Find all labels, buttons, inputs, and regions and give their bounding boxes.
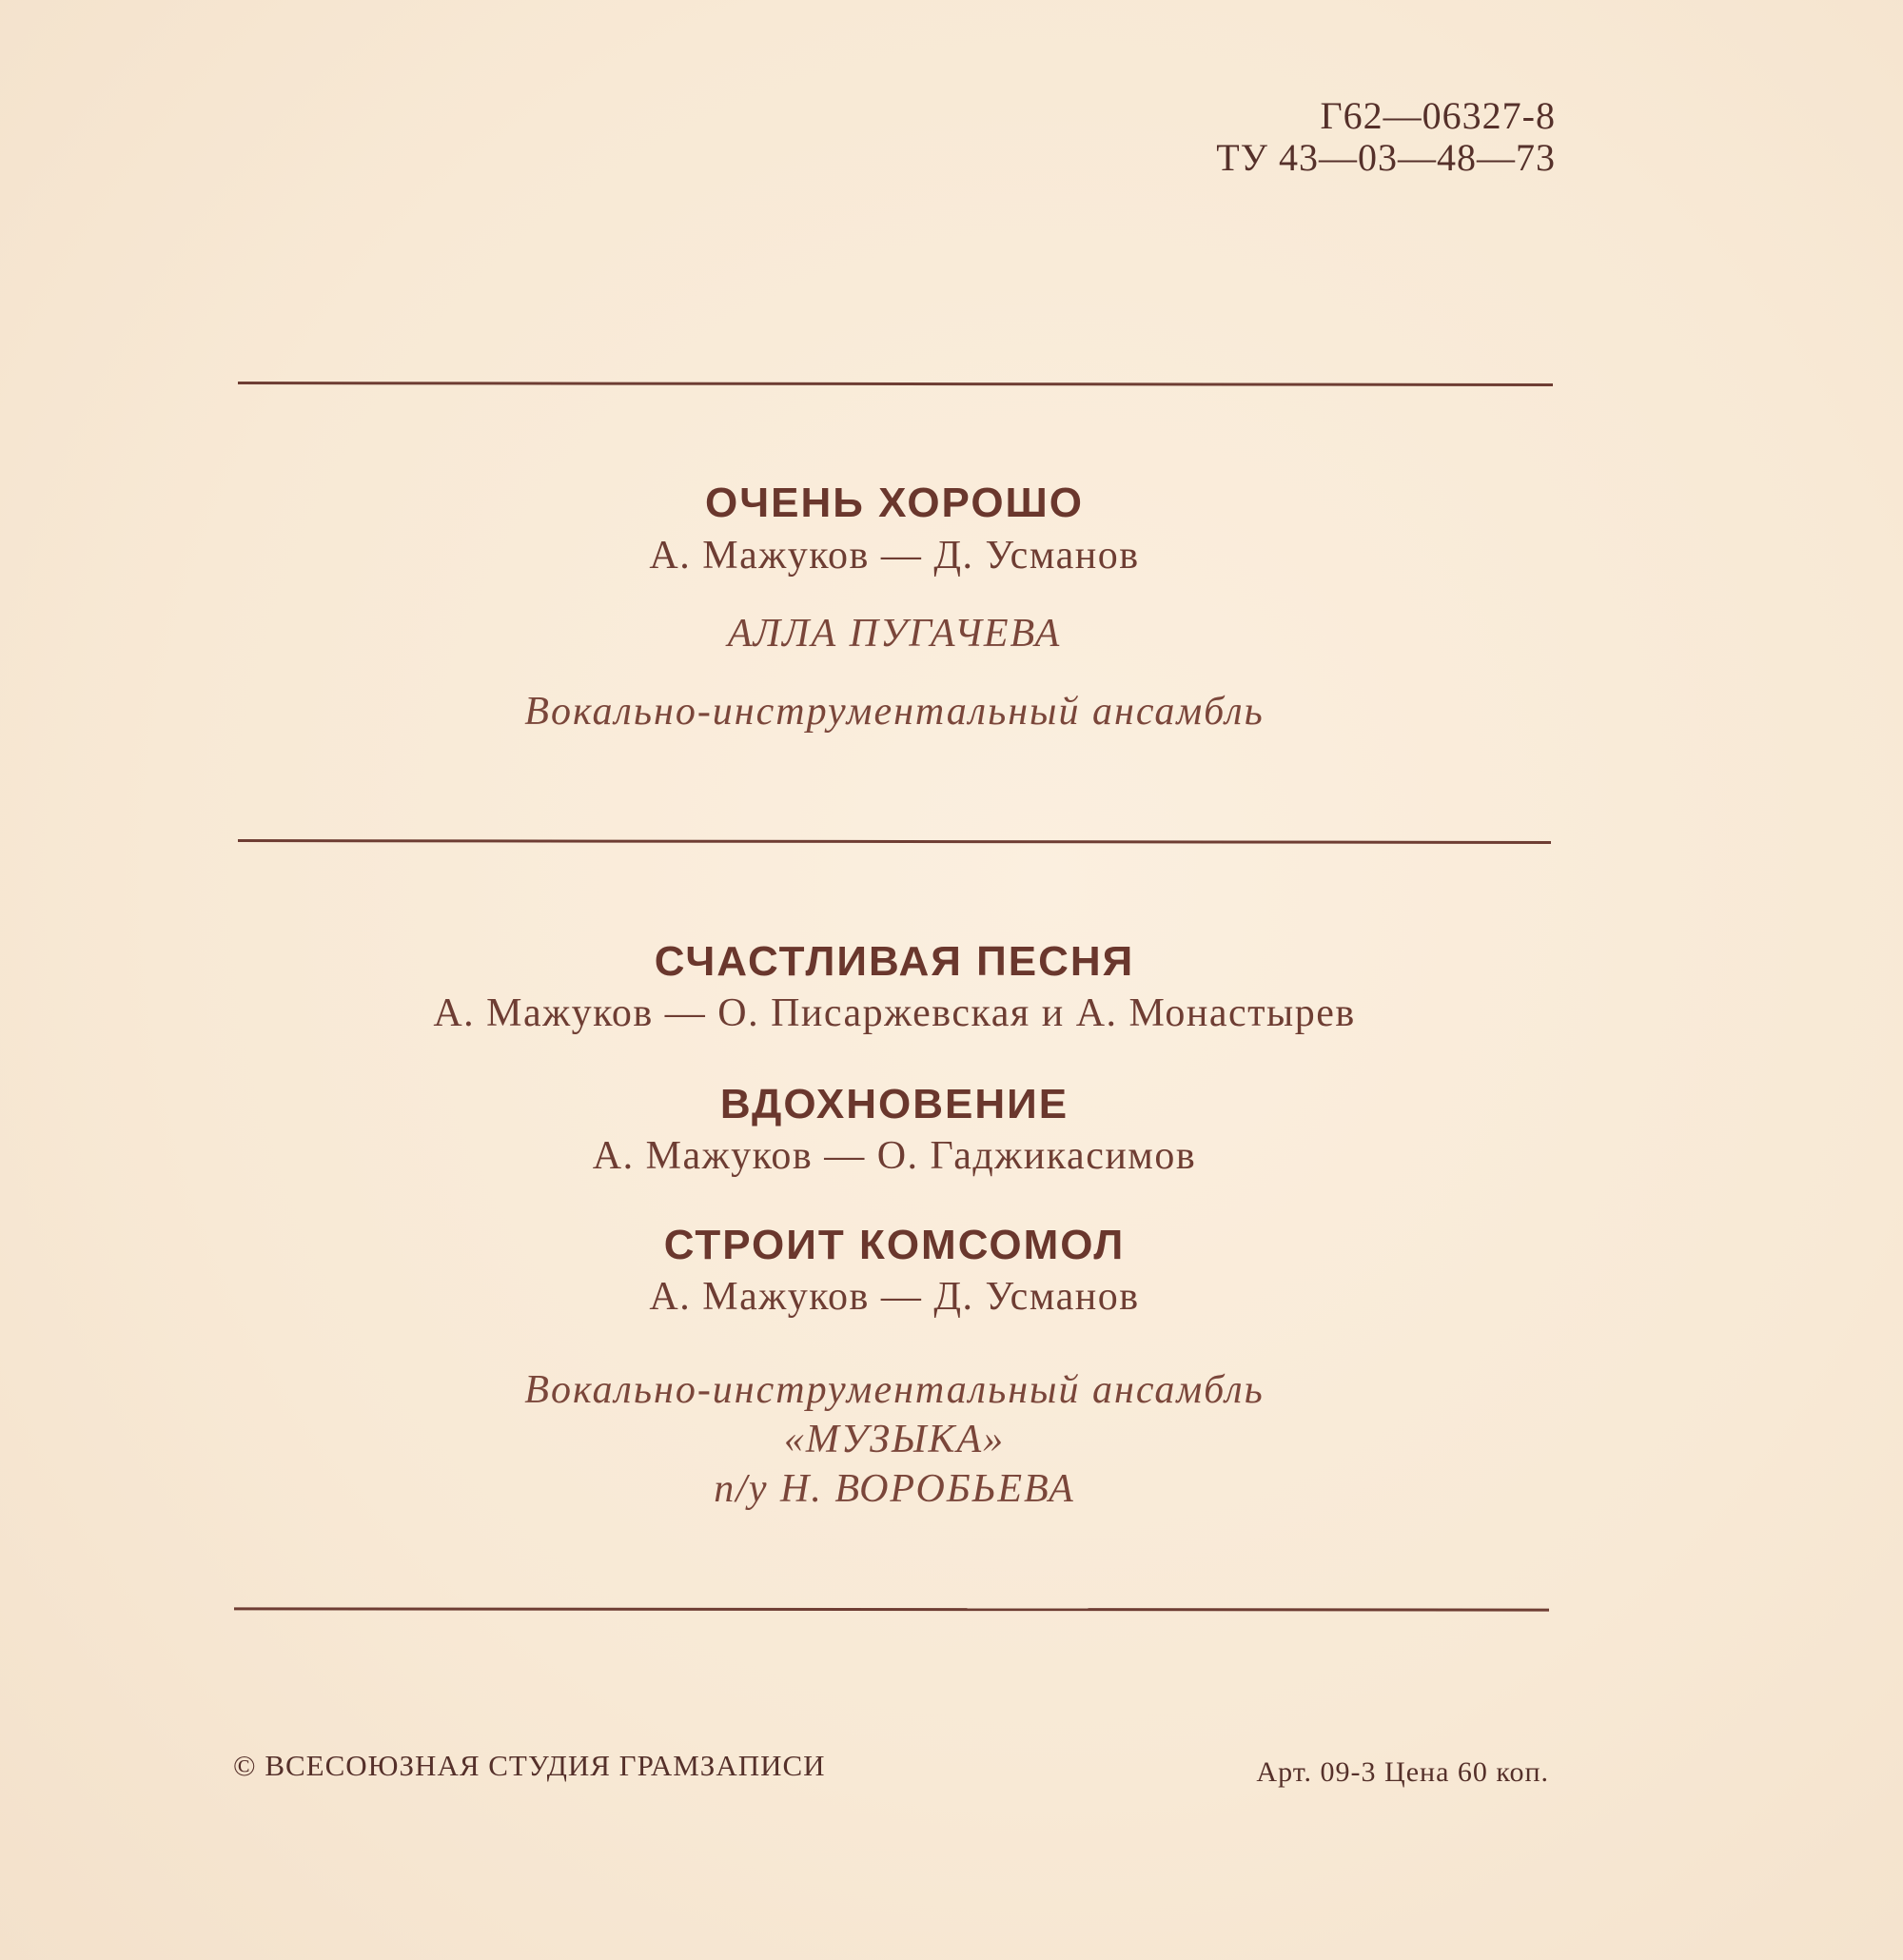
catalog-code-line-2: ТУ 43—03—48—73 [1216,136,1556,179]
copyright-icon: © [233,1749,257,1782]
side1-block [0,479,1789,736]
catalog-code-line-1: Г62—06327-8 [1320,94,1556,137]
side1-ensemble: Вокально-инструментальный ансамбль [524,690,1265,734]
price-info: Арт. 09-3 Цена 60 коп. [1256,1756,1549,1788]
studio-name: ВСЕСОЮЗНАЯ СТУДИЯ ГРАМЗАПИСИ [265,1749,826,1782]
side1-performer: АЛЛА ПУГАЧЕВА [727,612,1062,656]
side2-track-1-authors: А. Мажуков — О. Писаржевская и А. Монастырев [433,991,1356,1035]
side2-ensemble: Вокально-инструментальный ансамбль [524,1368,1265,1412]
side2-ensemble-name: «МУЗЫКА» [783,1418,1006,1461]
side2-track-3-title: СТРОИТ КОМСОМОЛ [663,1222,1126,1268]
side2-performers [0,1365,1789,1514]
side1-track-title: ОЧЕНЬ ХОРОШО [705,480,1084,526]
side2-track-2 [0,1080,1789,1181]
side2-track-3 [0,1221,1789,1322]
studio-credit [233,1749,826,1783]
side2-conductor: п/у Н. ВОРОБЬЕВА [714,1467,1075,1511]
side2-track-2-authors: А. Мажуков — О. Гаджикасимов [592,1134,1197,1178]
side1-track-authors: А. Мажуков — Д. Усманов [649,534,1140,578]
side2-track-2-title: ВДОХНОВЕНИЕ [719,1081,1069,1127]
catalog-codes [1216,95,1556,179]
side2-track-3-authors: А. Мажуков — Д. Усманов [649,1275,1140,1319]
side2-track-1 [0,937,1789,1038]
side2-track-1-title: СЧАСТЛИВАЯ ПЕСНЯ [654,938,1135,985]
